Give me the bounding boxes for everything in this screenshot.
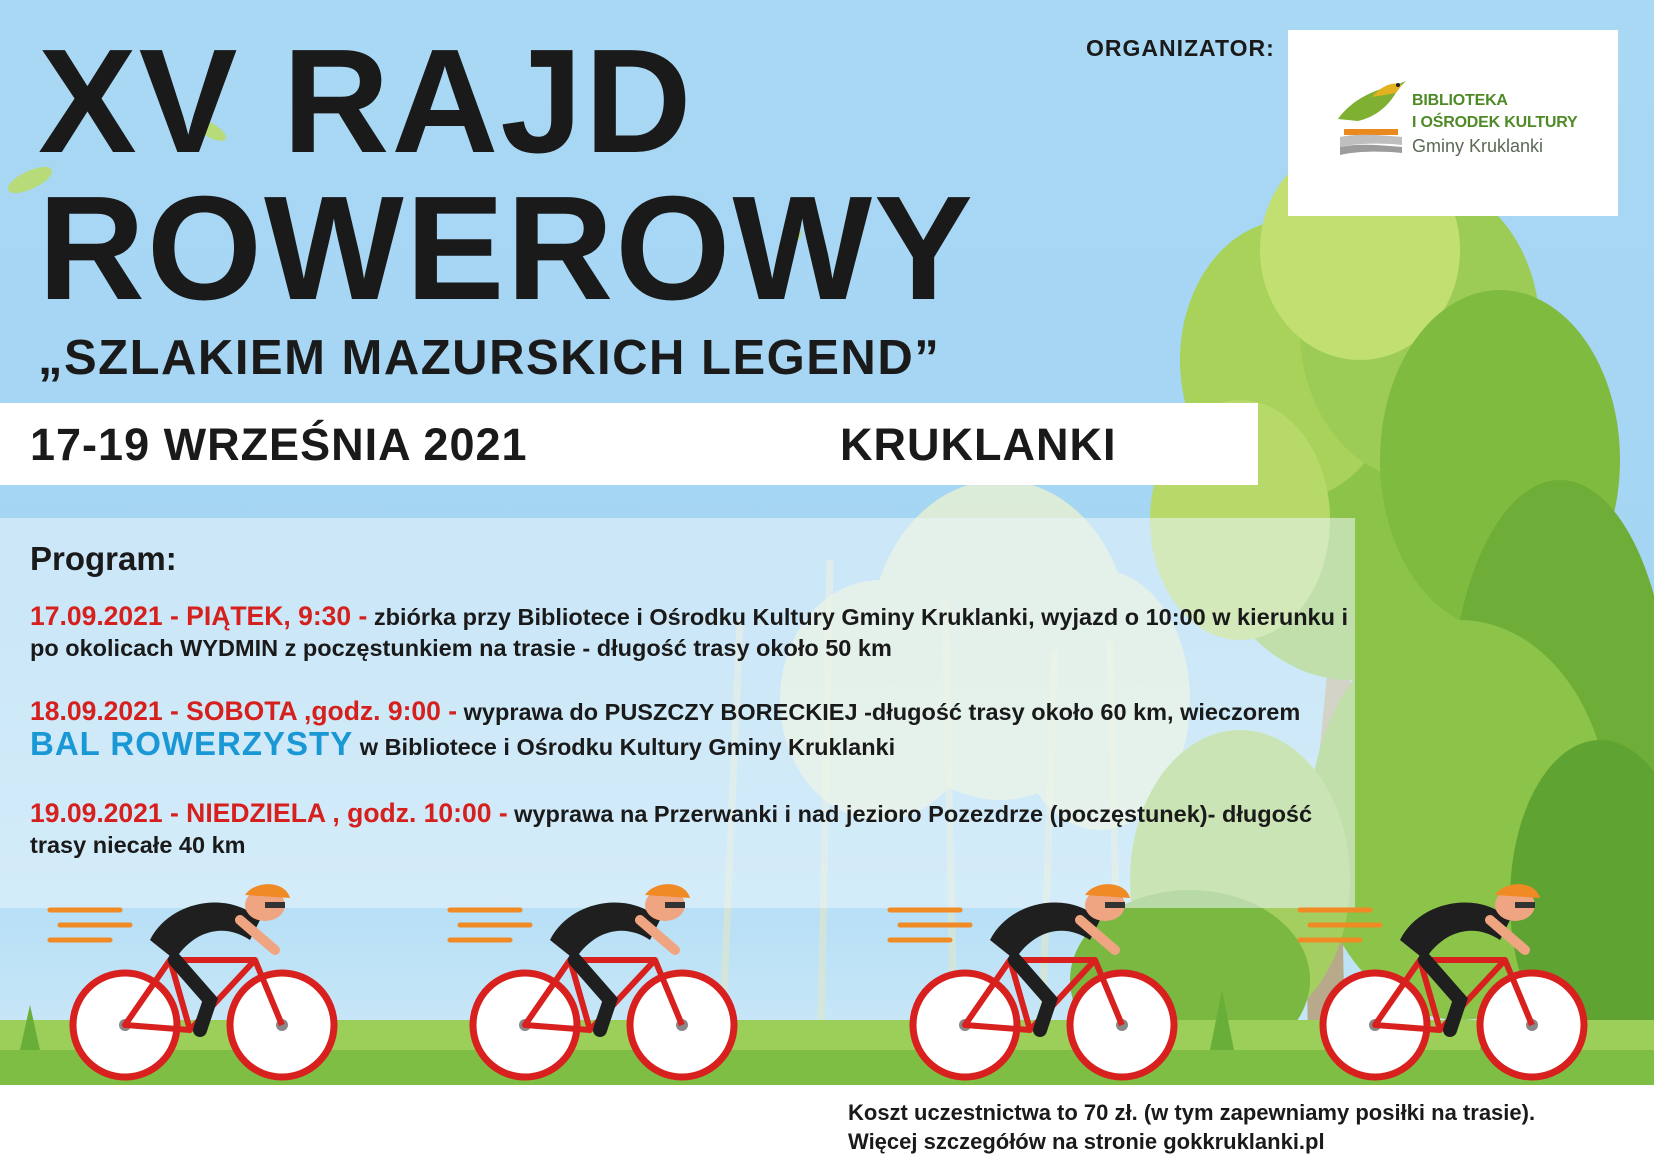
- program-item-lead: 17.09.2021 - PIĄTEK, 9:30 -: [30, 601, 368, 631]
- title-line-2: ROWEROWY: [38, 166, 975, 331]
- cyclist-3: [890, 884, 1174, 1077]
- program-item-highlight: BAL ROWERZYSTY: [30, 725, 354, 762]
- program-item-friday: [30, 601, 1350, 664]
- footer-cost: Koszt uczestnictwa to 70 zł. (w tym zapewniamy posiłki na trasie).: [848, 1100, 1536, 1125]
- program-item-text: zbiórka przy Bibliotece i Ośrodku Kultury Gminy Kruklanki, wyjazd o 10:00 w kierunku i po okolicach WYDMIN z poczęstunkiem na trasie - długość trasy około 50 km: [30, 604, 1349, 661]
- logo-text-line-3: Gminy Kruklanki: [1412, 136, 1544, 156]
- program-item-text: wyprawa na Przerwanki i nad jezioro Pozezdrze (poczęstunek)- długość trasy niecałe 40 km: [30, 801, 1313, 858]
- program-item-sunday: [30, 798, 1350, 861]
- bird-on-books-icon: [1328, 75, 1410, 155]
- footer-website: Więcej szczegółów na stronie gokkruklanki.pl: [848, 1129, 1325, 1154]
- date-band: [0, 403, 1258, 485]
- organizer-logo: [1288, 30, 1618, 216]
- program-item-saturday: [30, 696, 1350, 763]
- program-item-lead: 19.09.2021 - NIEDZIELA , godz. 10:00 -: [30, 798, 508, 828]
- footer-info: [848, 1098, 1535, 1156]
- program-item-lead: 18.09.2021 - SOBOTA ,godz. 9:00 -: [30, 696, 458, 726]
- logo-text-line-1: BIBLIOTEKA: [1412, 92, 1508, 109]
- title-line-1: XV RAJD: [38, 19, 694, 184]
- cyclists-illustration: [0, 880, 1654, 1085]
- program-item-text-after: w Bibliotece i Ośrodku Kultury Gminy Kruklanki: [353, 734, 896, 760]
- event-place: KRUKLANKI: [840, 419, 1117, 470]
- logo-text-line-2: I OŚRODEK KULTURY: [1412, 114, 1578, 131]
- cyclist-2: [450, 884, 734, 1077]
- event-date: 17-19 WRZEŚNIA 2021: [30, 419, 528, 470]
- cyclist-4: [1300, 884, 1584, 1077]
- program-item-text: wyprawa do PUSZCZY BORECKIEJ -długość trasy około 60 km, wieczorem: [457, 699, 1301, 725]
- organizer-label: ORGANIZATOR:: [1086, 35, 1275, 61]
- subtitle: „SZLAKIEM MAZURSKICH LEGEND”: [38, 331, 941, 385]
- cyclist-1: [50, 884, 334, 1077]
- program-heading: Program:: [30, 540, 177, 577]
